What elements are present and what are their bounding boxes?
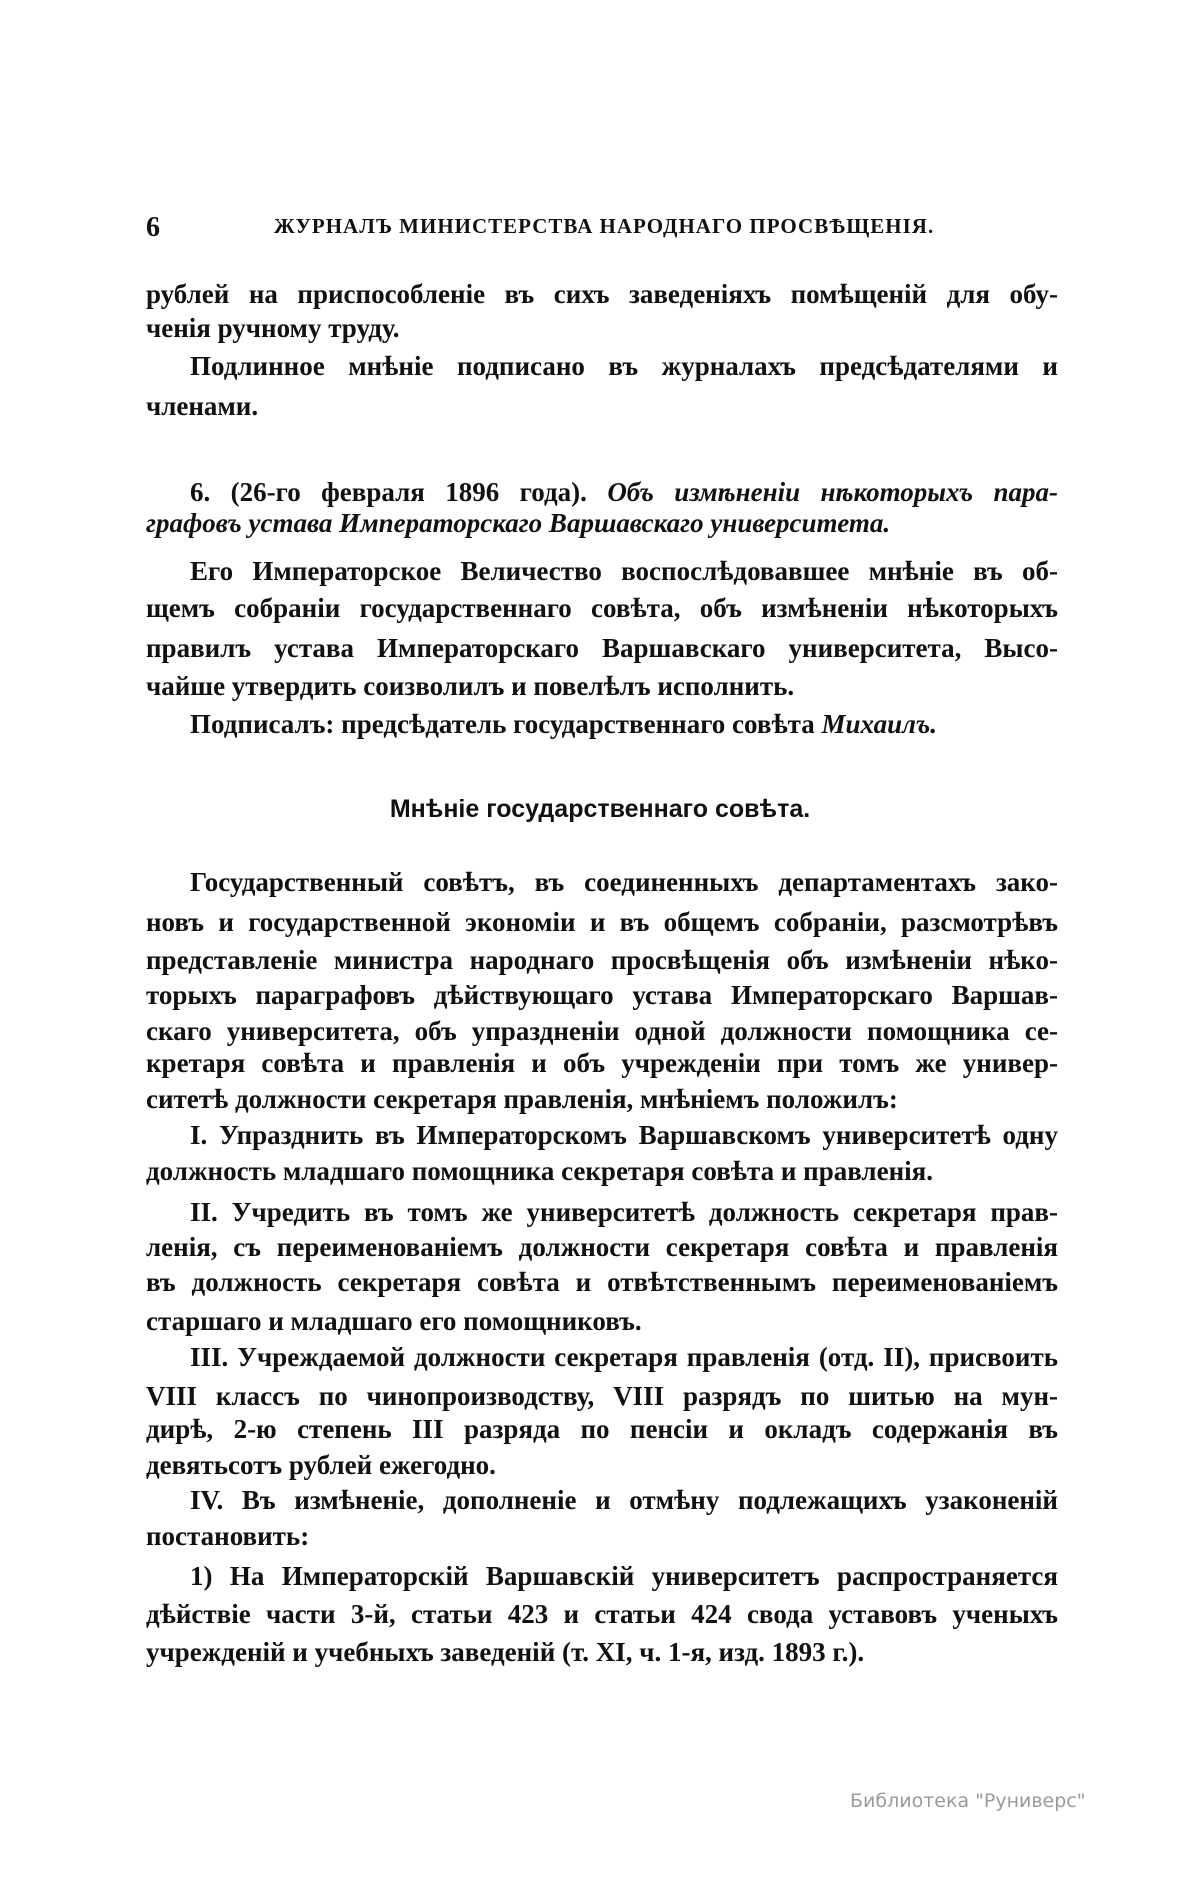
text-segment: I. Упразднить въ Императорскомъ Варшавскомъ университетѣ одну xyxy=(190,1120,1058,1150)
text-segment: Государственный совѣтъ, въ соединенныхъ департаментахъ зако- xyxy=(190,867,1058,897)
text-segment: ситетѣ должности секретаря правленія, мнѣніемъ положилъ: xyxy=(146,1084,898,1114)
text-line xyxy=(146,390,1058,422)
text-line xyxy=(146,632,1058,664)
text-segment: Подписалъ: предсѣдатель государственнаго совѣта xyxy=(190,709,822,739)
text-line xyxy=(146,944,1058,976)
text-line xyxy=(190,866,1058,898)
text-segment: ленія, съ переименованіемъ должности секретаря совѣта и правленія xyxy=(146,1232,1058,1262)
text-segment: постановить: xyxy=(146,1521,310,1551)
text-line xyxy=(146,1231,1058,1263)
text-line xyxy=(146,1636,1058,1668)
text-line xyxy=(146,979,1058,1011)
text-segment: членами. xyxy=(146,391,259,421)
text-line xyxy=(146,278,1058,310)
text-line xyxy=(190,1119,1058,1151)
text-segment: щемъ собраніи государственнаго совѣта, объ измѣненіи нѣкоторыхъ xyxy=(146,593,1058,623)
text-segment: правилъ устава Императорскаго Варшавскаго университета, Высо- xyxy=(146,633,1058,663)
text-line xyxy=(190,1196,1058,1228)
text-segment: чайше утвердить соизволилъ и повелѣлъ исполнить. xyxy=(146,671,795,701)
text-line xyxy=(190,1341,1058,1373)
text-line xyxy=(146,592,1058,624)
text-segment: III. Учреждаемой должности секретаря правленія (отд. II), присвоить xyxy=(190,1342,1058,1372)
text-line xyxy=(190,708,1058,740)
text-segment: дирѣ, 2-ю степень III разряда по пенсіи и окладъ содержанія въ xyxy=(146,1414,1058,1444)
text-line xyxy=(146,1266,1058,1298)
text-line xyxy=(146,1449,1058,1481)
text-segment: II. Учредить въ томъ же университетѣ должность секретаря прав- xyxy=(190,1197,1058,1227)
text-segment: 1) На Императорскій Варшавскій университетъ распространяется xyxy=(190,1561,1058,1591)
text-line xyxy=(190,476,1058,508)
text-line xyxy=(146,1598,1058,1630)
text-segment: кретаря совѣта и правленія и объ учрежденіи при томъ же универ- xyxy=(146,1048,1058,1078)
text-line xyxy=(190,1560,1058,1592)
text-segment: рублей на приспособленіе въ сихъ заведеніяхъ помѣщеній для обу- xyxy=(146,279,1058,309)
italic-text: графовъ устава Императорскаго Варшавскаго университета. xyxy=(146,508,891,538)
text-line xyxy=(146,1305,1058,1337)
text-line xyxy=(190,555,1058,587)
text-segment: учрежденій и учебныхъ заведеній (т. XI, ч. 1-я, изд. 1893 г.). xyxy=(146,1637,865,1667)
text-segment: Его Императорское Величество воспослѣдовавшее мнѣніе въ об- xyxy=(190,556,1058,586)
text-line xyxy=(146,906,1058,938)
text-line xyxy=(190,1484,1058,1516)
text-segment: въ должность секретаря совѣта и отвѣтственнымъ переименованіемъ xyxy=(146,1267,1058,1297)
text-line xyxy=(146,1047,1058,1079)
library-watermark: Библиотека "Руниверс" xyxy=(850,1790,1086,1812)
text-segment: старшаго и младшаго его помощниковъ. xyxy=(146,1306,642,1336)
text-line xyxy=(146,670,1058,702)
text-segment: новъ и государственной экономіи и въ общемъ собраніи, разсмотрѣвъ xyxy=(146,907,1058,937)
text-segment: Подлинное мнѣніе подписано въ журналахъ предсѣдателями и xyxy=(190,351,1058,381)
text-segment: ченія ручному труду. xyxy=(146,313,400,343)
text-line xyxy=(146,1413,1058,1445)
text-line xyxy=(146,1015,1058,1047)
section-heading: Мнѣніе государственнаго совѣта. xyxy=(389,795,811,823)
text-line xyxy=(190,350,1058,382)
text-segment: 6. (26-го февраля 1896 года). xyxy=(190,477,608,507)
text-segment: дѣйствіе части 3-й, статьи 423 и статьи 424 свода уставовъ ученыхъ xyxy=(146,1599,1058,1629)
text-segment: скаго университета, объ упраздненіи одной должности помощника се- xyxy=(146,1016,1058,1046)
text-line xyxy=(146,1155,1058,1187)
text-segment: IV. Въ измѣненіе, дополненіе и отмѣну подлежащихъ узаконеній xyxy=(190,1485,1058,1515)
text-line xyxy=(146,1380,1058,1412)
running-title: ЖУРНАЛЪ МИНИСТЕРСТВА НАРОДНАГО ПРОСВѢЩЕНІЯ. xyxy=(274,214,935,238)
italic-text: Михаилъ. xyxy=(821,709,938,739)
text-line xyxy=(146,1083,1058,1115)
text-segment: должность младшаго помощника секретаря совѣта и правленія. xyxy=(146,1156,933,1186)
text-line xyxy=(146,1520,1058,1552)
page-number: 6 xyxy=(146,212,160,243)
text-line xyxy=(146,507,1058,539)
text-segment: торыхъ параграфовъ дѣйствующаго устава Императорскаго Варшав- xyxy=(146,980,1058,1010)
text-segment: VIII классъ по чинопроизводству, VIII разрядъ по шитью на мун- xyxy=(146,1381,1058,1411)
text-line xyxy=(146,312,1058,344)
text-segment: представленіе министра народнаго просвѣщенія объ измѣненіи нѣко- xyxy=(146,945,1058,975)
text-segment: девятьсотъ рублей ежегодно. xyxy=(146,1450,496,1480)
italic-text: Объ измѣненіи нѣкоторыхъ пара- xyxy=(607,477,1059,507)
